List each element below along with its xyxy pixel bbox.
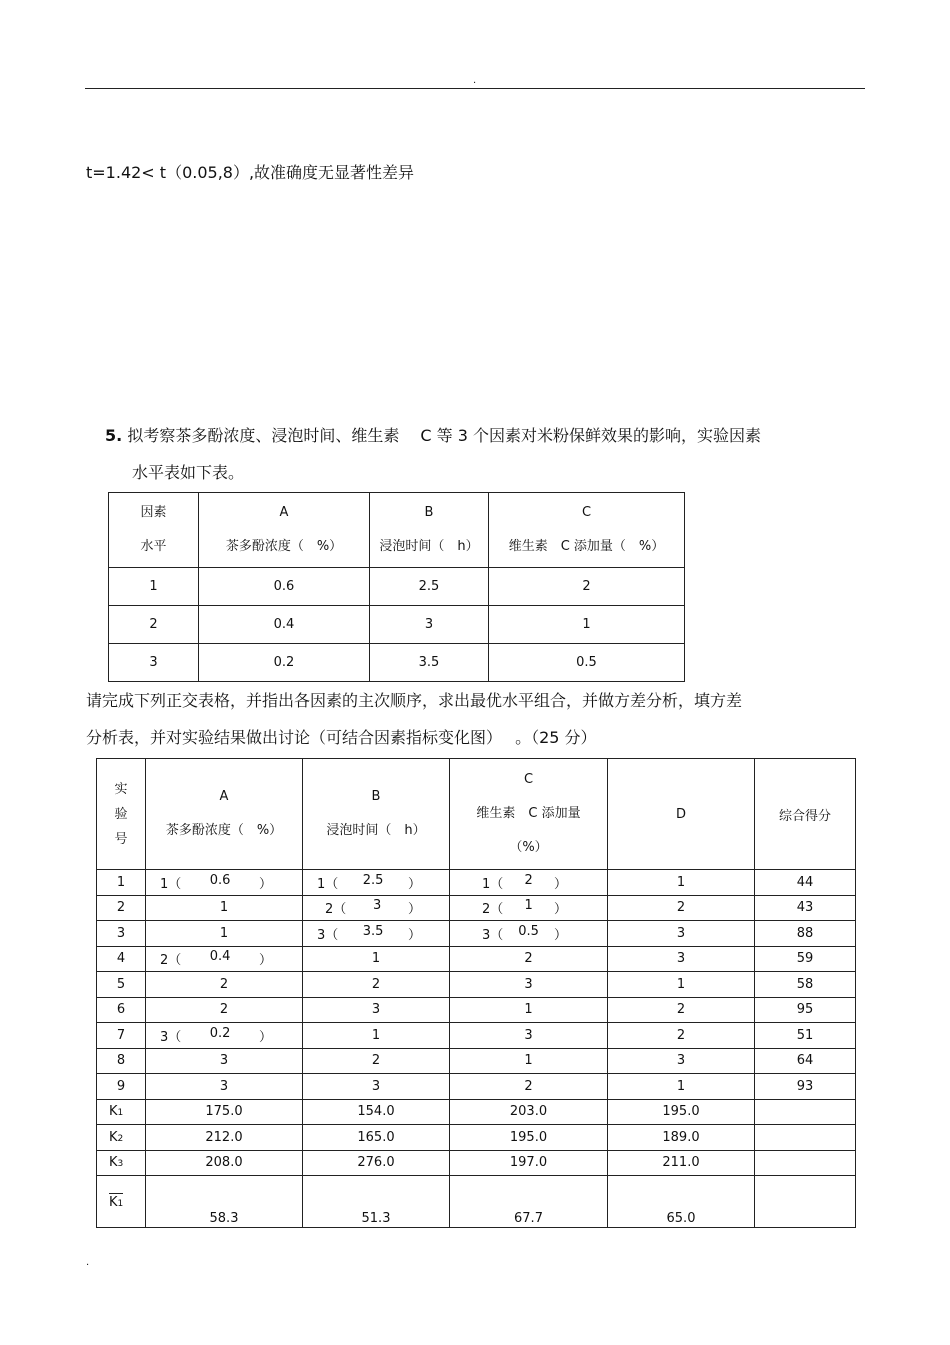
exp-no-cell: 8	[97, 1048, 146, 1074]
kbar-row	[97, 1176, 856, 1228]
kbar-b-cell: 51.3	[303, 1176, 450, 1228]
kbar-label	[97, 1176, 146, 1228]
score-cell: 51	[755, 1023, 856, 1049]
c-value: 1	[524, 898, 533, 914]
k-c-cell: 203.0	[450, 1099, 608, 1125]
c-cell: 1	[450, 997, 608, 1023]
a-level: 2（	[160, 953, 182, 969]
factor-col-a	[199, 493, 370, 568]
factor-col-a-letter: A	[279, 505, 289, 520]
exp-no-cell: 9	[97, 1074, 146, 1100]
c-level: 1（	[482, 876, 504, 892]
b-cell: 1	[303, 1023, 450, 1049]
k-a-cell: 212.0	[146, 1125, 303, 1151]
header-rule	[85, 88, 865, 89]
c-value: 0.5	[518, 923, 539, 939]
exp-no-cell: 3	[97, 921, 146, 947]
a-paren: ）	[258, 953, 272, 969]
d-cell: 3	[608, 921, 755, 947]
a-cell: 2	[146, 972, 303, 998]
ortho-col-c-unit: （%）	[509, 840, 548, 855]
ortho-col-c-letter: C	[523, 772, 534, 787]
ortho-row	[97, 946, 856, 972]
factor-level-cell: 1	[109, 568, 199, 606]
factor-row	[109, 568, 685, 606]
c-cell: 2	[450, 1074, 608, 1100]
k-subscript: 3	[117, 1159, 124, 1170]
b-paren: ）	[407, 927, 421, 943]
k-d-cell: 195.0	[608, 1099, 755, 1125]
k-symbol: K	[109, 1104, 118, 1120]
t-test-statement: t=1.42< t（0.05,8）,故准确度无显著性差异	[86, 163, 415, 182]
d-cell: 1	[608, 1074, 755, 1100]
ortho-col-score: 综合得分	[755, 759, 856, 870]
b-value: 2.5	[362, 872, 384, 888]
c-paren: ）	[553, 927, 567, 943]
d-cell: 2	[608, 1023, 755, 1049]
ortho-col-a-name: 茶多酚浓度（ %）	[165, 823, 283, 838]
score-cell: 88	[755, 921, 856, 947]
k-b-cell: 165.0	[303, 1125, 450, 1151]
a-cell	[146, 946, 303, 972]
instruction-line-1: 请完成下列正交表格，并指出各因素的主次顺序，求出最优水平组合，并做方差分析，填方差	[86, 691, 743, 710]
k-b-cell: 154.0	[303, 1099, 450, 1125]
factor-row	[109, 606, 685, 644]
factor-col-b	[370, 493, 489, 568]
k-d-cell: 211.0	[608, 1150, 755, 1176]
k-label	[97, 1150, 146, 1176]
factor-level-table	[108, 492, 685, 682]
d-cell: 1	[608, 972, 755, 998]
factor-col-b-letter: B	[424, 505, 434, 520]
ortho-row	[97, 895, 856, 921]
a-cell	[146, 870, 303, 896]
kbar-subscript: 1	[117, 1198, 124, 1209]
ortho-row	[97, 997, 856, 1023]
factor-level-cell: 2	[109, 606, 199, 644]
a-paren: ）	[258, 1029, 272, 1045]
b-cell	[303, 870, 450, 896]
factor-level-cell: 3	[109, 644, 199, 682]
k-row	[97, 1099, 856, 1125]
c-cell: 2	[450, 946, 608, 972]
c-level: 3（	[482, 927, 504, 943]
k-d-cell: 189.0	[608, 1125, 755, 1151]
factor-c-cell: 1	[489, 606, 685, 644]
b-cell: 3	[303, 997, 450, 1023]
instruction-line-2: 分析表，并对实验结果做出讨论（可结合因素指标变化图） 。（25 分）	[86, 728, 597, 747]
a-cell	[146, 1023, 303, 1049]
ortho-row	[97, 972, 856, 998]
k-score-cell	[755, 1150, 856, 1176]
factor-c-cell: 0.5	[489, 644, 685, 682]
ortho-row	[97, 1023, 856, 1049]
k-row	[97, 1125, 856, 1151]
question-text-1: 拟考察茶多酚浓度、浸泡时间、维生素 C 等 3 个因素对米粉保鲜效果的影响，实验因素	[127, 426, 762, 445]
kbar-a-cell: 58.3	[146, 1176, 303, 1228]
c-cell: 3	[450, 1023, 608, 1049]
ortho-row	[97, 921, 856, 947]
b-cell: 3	[303, 1074, 450, 1100]
exp-no-char: 验	[114, 806, 128, 822]
a-cell: 1	[146, 895, 303, 921]
exp-no-header	[97, 759, 146, 870]
factor-c-cell: 2	[489, 568, 685, 606]
score-cell: 64	[755, 1048, 856, 1074]
factor-a-cell: 0.4	[199, 606, 370, 644]
factor-b-cell: 2.5	[370, 568, 489, 606]
exp-no-cell: 1	[97, 870, 146, 896]
b-cell: 1	[303, 946, 450, 972]
c-cell: 3	[450, 972, 608, 998]
score-cell: 59	[755, 946, 856, 972]
score-cell: 95	[755, 997, 856, 1023]
b-cell: 2	[303, 1048, 450, 1074]
k-c-cell: 195.0	[450, 1125, 608, 1151]
exp-no-cell: 7	[97, 1023, 146, 1049]
b-level: 3（	[317, 927, 339, 943]
c-paren: ）	[553, 902, 567, 918]
k-c-cell: 197.0	[450, 1150, 608, 1176]
b-cell	[303, 921, 450, 947]
d-cell: 1	[608, 870, 755, 896]
ortho-row	[97, 1048, 856, 1074]
orthogonal-table	[96, 758, 856, 1228]
c-value: 2	[524, 872, 533, 888]
factor-col-c-letter: C	[581, 505, 592, 520]
ortho-col-a	[146, 759, 303, 870]
score-cell: 58	[755, 972, 856, 998]
k-b-cell: 276.0	[303, 1150, 450, 1176]
c-cell: 1	[450, 1048, 608, 1074]
exp-no-cell: 2	[97, 895, 146, 921]
b-cell	[303, 895, 450, 921]
a-cell: 3	[146, 1048, 303, 1074]
exp-no-cell: 6	[97, 997, 146, 1023]
question-number: 5.	[105, 426, 123, 445]
d-cell: 2	[608, 997, 755, 1023]
factor-col-b-name: 浸泡时间（ h）	[379, 539, 479, 554]
d-cell: 2	[608, 895, 755, 921]
a-cell: 2	[146, 997, 303, 1023]
ortho-col-b-letter: B	[371, 789, 381, 804]
k-a-cell: 208.0	[146, 1150, 303, 1176]
factor-row	[109, 644, 685, 682]
b-level: 2（	[325, 902, 347, 918]
k-symbol: K	[109, 1155, 118, 1171]
d-cell: 3	[608, 946, 755, 972]
ortho-row	[97, 1074, 856, 1100]
b-value: 3	[372, 898, 382, 914]
ortho-col-b	[303, 759, 450, 870]
k-subscript: 1	[117, 1108, 124, 1119]
a-paren: ）	[258, 876, 272, 892]
c-cell	[450, 870, 608, 896]
kbar-d-cell: 65.0	[608, 1176, 755, 1228]
factor-a-cell: 0.6	[199, 568, 370, 606]
k-a-cell: 175.0	[146, 1099, 303, 1125]
a-value: 0.2	[209, 1025, 231, 1041]
ortho-col-c	[450, 759, 608, 870]
d-cell: 3	[608, 1048, 755, 1074]
b-level: 1（	[317, 876, 339, 892]
header-dot: .	[473, 75, 477, 86]
question-line-1	[105, 425, 761, 447]
k-score-cell	[755, 1099, 856, 1125]
k-label	[97, 1099, 146, 1125]
exp-no-cell: 5	[97, 972, 146, 998]
k-row	[97, 1150, 856, 1176]
a-level: 1（	[160, 876, 182, 892]
ortho-col-d: D	[608, 759, 755, 870]
factor-b-cell: 3	[370, 606, 489, 644]
k-label	[97, 1125, 146, 1151]
factor-col-c	[489, 493, 685, 568]
ortho-row	[97, 870, 856, 896]
c-cell	[450, 921, 608, 947]
ortho-col-b-name: 浸泡时间（ h）	[326, 823, 426, 838]
k-symbol: K	[109, 1129, 118, 1145]
b-paren: ）	[407, 902, 421, 918]
kbar-score-cell	[755, 1176, 856, 1228]
factor-corner-bottom: 水平	[140, 539, 167, 554]
exp-no-char: 号	[114, 831, 128, 847]
footer-dot: .	[86, 1257, 90, 1268]
a-cell: 1	[146, 921, 303, 947]
k-subscript: 2	[117, 1133, 124, 1144]
kbar-letter: K	[109, 1194, 118, 1210]
b-cell: 2	[303, 972, 450, 998]
kbar-symbol	[109, 1193, 123, 1211]
a-value: 0.4	[209, 949, 231, 965]
b-value: 3.5	[362, 923, 384, 939]
a-value: 0.6	[209, 872, 231, 888]
k-score-cell	[755, 1125, 856, 1151]
score-cell: 93	[755, 1074, 856, 1100]
score-cell: 44	[755, 870, 856, 896]
factor-a-cell: 0.2	[199, 644, 370, 682]
question-line-2: 水平表如下表。	[132, 463, 245, 482]
score-cell: 43	[755, 895, 856, 921]
c-level: 2（	[482, 902, 504, 918]
a-level: 3（	[160, 1029, 182, 1045]
exp-no-char: 实	[114, 781, 128, 797]
factor-col-c-name: 维生素 C 添加量（ %）	[508, 539, 665, 554]
a-cell: 3	[146, 1074, 303, 1100]
c-paren: ）	[553, 876, 567, 892]
factor-corner-cell	[109, 493, 199, 568]
kbar-c-cell: 67.7	[450, 1176, 608, 1228]
factor-corner-top: 因素	[140, 505, 167, 520]
exp-no-cell: 4	[97, 946, 146, 972]
ortho-col-a-letter: A	[219, 789, 229, 804]
b-paren: ）	[407, 876, 421, 892]
ortho-col-c-name: 维生素 C 添加量	[476, 806, 581, 821]
c-cell	[450, 895, 608, 921]
factor-col-a-name: 茶多酚浓度（ %）	[225, 539, 343, 554]
factor-b-cell: 3.5	[370, 644, 489, 682]
